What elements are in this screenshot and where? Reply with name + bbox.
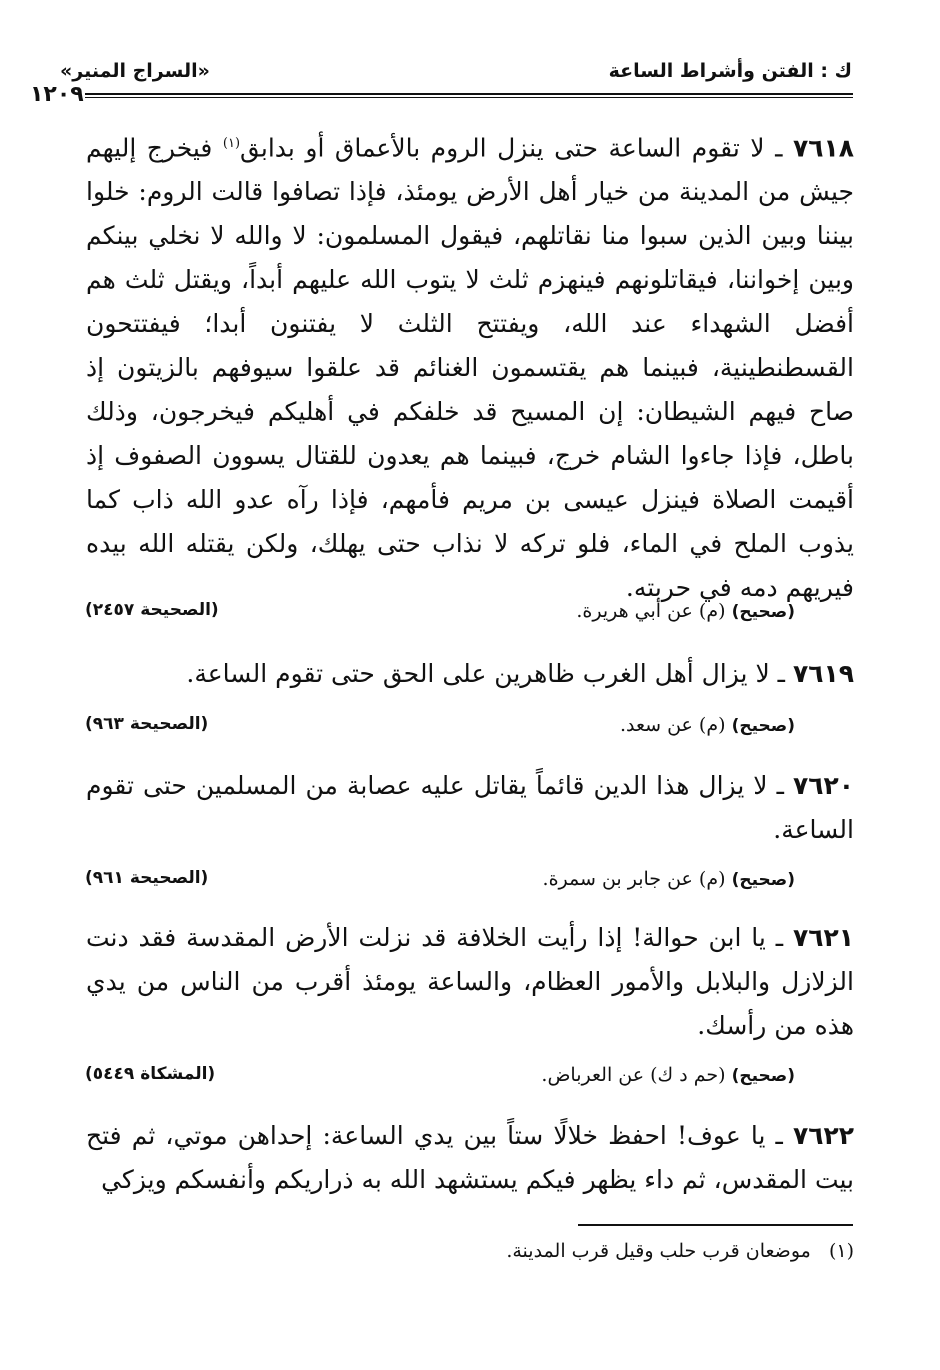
dash: ـ bbox=[775, 923, 784, 952]
source: (م) عن جابر بن سمرة. bbox=[542, 868, 726, 890]
hadith-number: ٧٦١٩ bbox=[792, 659, 854, 688]
hadith-number: ٧٦٢٢ bbox=[792, 1121, 855, 1150]
source: (م) عن أبي هريرة. bbox=[576, 600, 726, 622]
running-header bbox=[30, 58, 852, 107]
hadith-number: ٧٦١٨ bbox=[792, 133, 854, 163]
source: (حم د ك) عن العرباض. bbox=[541, 1064, 726, 1086]
footnote-text: موضعان قرب حلب وقيل قرب المدينة. bbox=[506, 1240, 811, 1262]
hadith-text-continued: فيخرج إليهم جيش من المدينة من خيار أهل الأرض يومئذ، فإذا تصافوا قالت الروم: خلوا بيننا وبين الذين سبوا منا نقاتلهم، فيقول المسلمون: لا والله لا نخلي بينكم وبين إخواننا، فيقاتلونهم فينهزم ثلث لا يتوب الله عليهم أبداً، ويقتل ثلث هم أفضل الشهداء عند الله، ويفتتح الثلث لا يفتنون أبدا؛ فيفتتحون القسطنطينية، فبينما هم يقتسمون الغنائم قد علقوا سيوفهم بالزيتون إذ صاح فيهم الشيطان: إن المسيح قد خلفكم في أهليكم فيخرجون، وذلك باطل، فإذا جاءوا الشام خرج، فبينما هم يعدون للقتال يسوون الصفوف إذ أقيمت الصلاة فينزل عيسى بن مريم فأمهم، فإذا رآه عدو الله ذاب كما يذوب الملح في الماء، فلو تركه لا نذاب حتى يهلك، ولكن يقتله الله بيده فيريهم دمه في حربته. bbox=[86, 133, 854, 603]
hadith-text: يا عوف! احفظ خلالًا ستاً بين يدي الساعة: إحداهن موتي، ثم فتح بيت المقدس، ثم داء يظهر فيكم يستشهد الله به ذراريكم وأنفسكم ويزكي bbox=[86, 1121, 854, 1194]
hadith-reference-7618 bbox=[85, 600, 795, 632]
hadith-text: لا تقوم الساعة حتى ينزل الروم بالأعماق أو بدابق bbox=[240, 133, 765, 163]
page-number: ١٢٠٩ bbox=[30, 82, 84, 107]
dash: ـ bbox=[775, 133, 783, 163]
footnote-rule bbox=[578, 1224, 853, 1226]
dash: ـ bbox=[776, 771, 784, 800]
reference: (المشكاة ٥٤٤٩) bbox=[85, 1064, 216, 1084]
reference: (الصحيحة ٩٦٣) bbox=[85, 714, 209, 734]
hadith-7621 bbox=[86, 916, 854, 1048]
reference: (الصحيحة ٩٦١) bbox=[85, 868, 209, 888]
reference: (الصحيحة ٢٤٥٧) bbox=[85, 600, 219, 620]
dash: ـ bbox=[777, 659, 785, 688]
dash: ـ bbox=[775, 1121, 783, 1150]
hadith-text: يا ابن حوالة! إذا رأيت الخلافة قد نزلت الأرض المقدسة فقد دنت الزلازل والبلابل والأمور العظام، والساعة يومئذ أقرب من الناس من يدي هذه من رأسك. bbox=[86, 923, 854, 1040]
hadith-text: لا يزال هذا الدين قائماً يقاتل عليه عصابة من المسلمين حتى تقوم الساعة. bbox=[86, 771, 854, 844]
hadith-number: ٧٦٢١ bbox=[792, 923, 854, 952]
hadith-text: لا يزال أهل الغرب ظاهرين على الحق حتى تقوم الساعة. bbox=[186, 659, 770, 688]
footnote bbox=[506, 1240, 854, 1262]
header-rule-thin bbox=[85, 97, 853, 98]
hadith-reference-7619 bbox=[85, 714, 795, 746]
source: (م) عن سعد. bbox=[619, 714, 726, 736]
chapter-title: ك : الفتن وأشراط الساعة bbox=[608, 60, 852, 82]
grade: (صحيح) bbox=[731, 1066, 795, 1086]
hadith-7620 bbox=[86, 764, 854, 852]
hadith-number: ٧٦٢٠ bbox=[792, 771, 855, 800]
hadith-7618 bbox=[86, 122, 854, 610]
footnote-number: (١) bbox=[828, 1240, 854, 1262]
footnote-marker: (١) bbox=[222, 136, 241, 151]
hadith-7619 bbox=[86, 652, 854, 696]
header-rule bbox=[85, 93, 853, 95]
grade: (صحيح) bbox=[731, 870, 795, 890]
book-title: «السراج المنير» bbox=[60, 60, 210, 82]
grade: (صحيح) bbox=[731, 602, 795, 622]
hadith-7622 bbox=[86, 1114, 854, 1202]
hadith-reference-7621 bbox=[85, 1064, 795, 1096]
hadith-reference-7620 bbox=[85, 868, 795, 900]
grade: (صحيح) bbox=[731, 716, 795, 736]
